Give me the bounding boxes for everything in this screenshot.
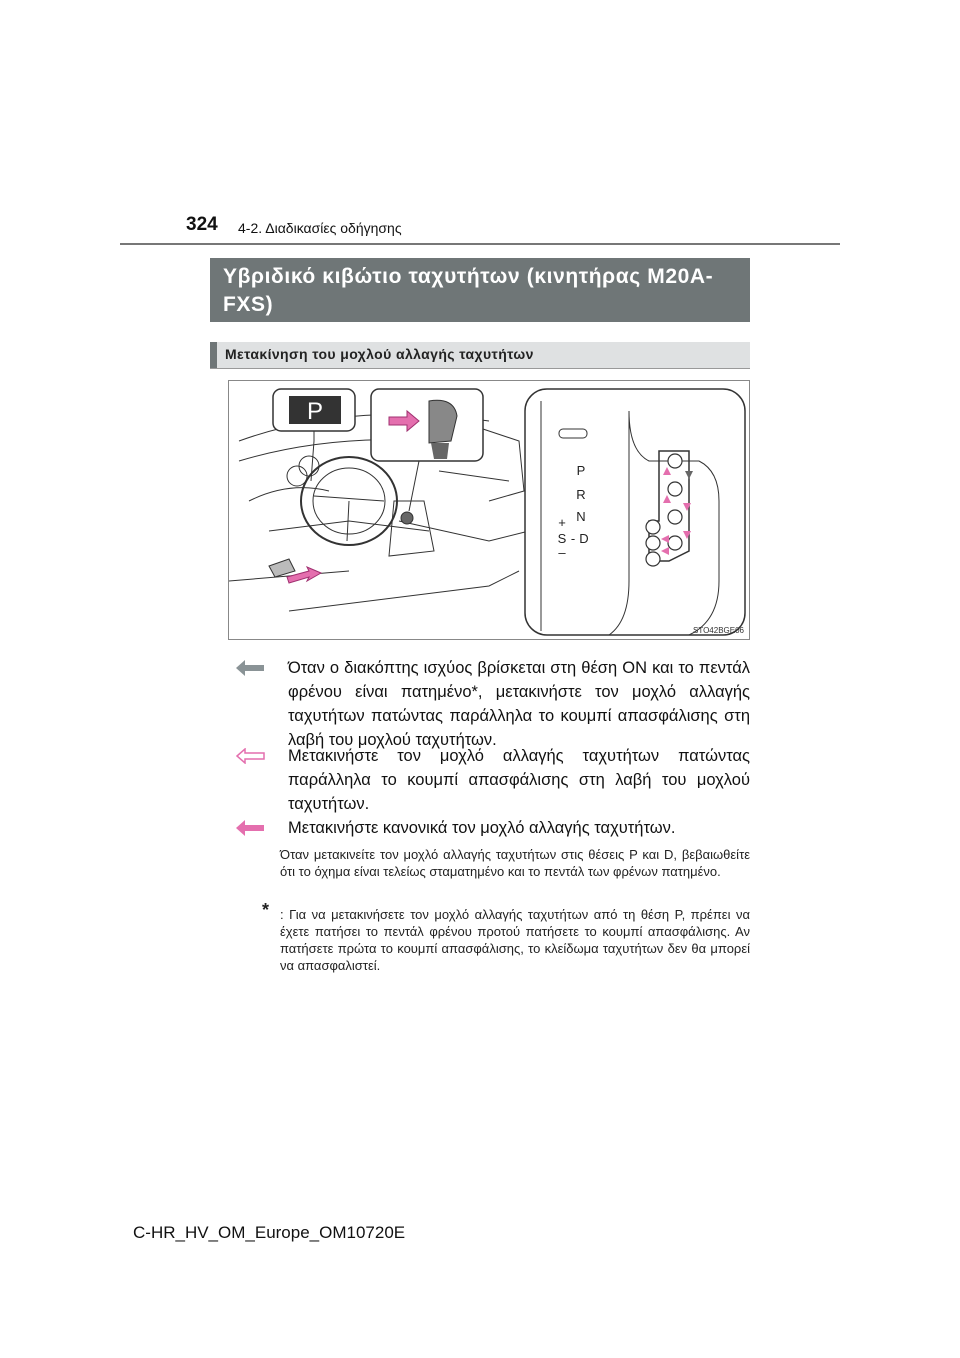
gate-label-n: N: [576, 509, 586, 524]
section-label: 4-2. Διαδικασίες οδήγησης: [238, 220, 402, 236]
solid-arrow-icon: [236, 660, 266, 676]
footer-code: C-HR_HV_OM_Europe_OM10720E: [133, 1223, 406, 1242]
s-label-minus: –: [558, 545, 566, 560]
step-1: [236, 656, 750, 752]
step-1-text: Όταν ο διακόπτης ισχύος βρίσκεται στη θέση ON και το πεντάλ φρένου είναι πατημένο*, μετακινήστε τον μοχλό αλλαγής ταχυτήτων πατώντας παράλληλα το κουμπί απασφάλισης στη λαβή του μοχλού ταχυτήτων.: [288, 659, 750, 749]
illustration-svg: [229, 381, 749, 639]
step-2: [236, 744, 750, 816]
footnote: [262, 900, 750, 978]
pink-filled-arrow-icon: [236, 820, 266, 836]
subtitle: Μετακίνηση του μοχλού αλλαγής ταχυτήτων: [225, 346, 534, 362]
footnote-text: : Για να μετακινήσετε τον μοχλό αλλαγής ταχυτήτων από τη θέση P, πρέπει να έχετε πατήσει το πεντάλ φρένου προτού πατήσετε το κουμπί απασφάλισης. Αν πατήσετε πρώτα το κουμπί απασφάλισης, το κλείδωμα ταχυτήτων δεν θα μπορεί να απασφαλιστεί.: [280, 907, 750, 973]
s-label-plus: +: [558, 515, 566, 530]
footnote-marker: *: [262, 900, 270, 920]
page-title: Υβριδικό κιβώτιο ταχυτήτων (κινητήρας M20A-FXS): [223, 265, 714, 316]
gate-label-p: P: [576, 463, 586, 478]
s-label-s: S: [557, 531, 567, 546]
shift-lever-illustration: [228, 380, 750, 640]
header-rule: [120, 243, 840, 245]
step-2-text: Μετακινήστε τον μοχλό αλλαγής ταχυτήτων πατώντας παράλληλα το κουμπί απασφάλισης στη λαβή του μοχλού ταχυτήτων.: [288, 747, 750, 813]
subtitle-rule: [210, 368, 750, 369]
step-3: [236, 816, 750, 840]
pink-outline-arrow-icon: [236, 748, 266, 764]
note: Όταν μετακινείτε τον μοχλό αλλαγής ταχυτήτων στις θέσεις P και D, βεβαιωθείτε ότι το όχημα είναι τελείως σταματημένο και το πεντάλ των φρένων πατημένο.: [280, 847, 750, 879]
gate-label-d: D: [579, 531, 589, 546]
step-3-text: Μετακινήστε κανονικά τον μοχλό αλλαγής ταχυτήτων.: [288, 819, 676, 837]
figure-code: STO42BGE06: [693, 626, 744, 635]
page-number: 324: [186, 214, 218, 235]
s-label-dash: -: [570, 531, 576, 546]
gate-label-r: R: [576, 487, 586, 502]
p-badge-label: P: [306, 398, 324, 425]
